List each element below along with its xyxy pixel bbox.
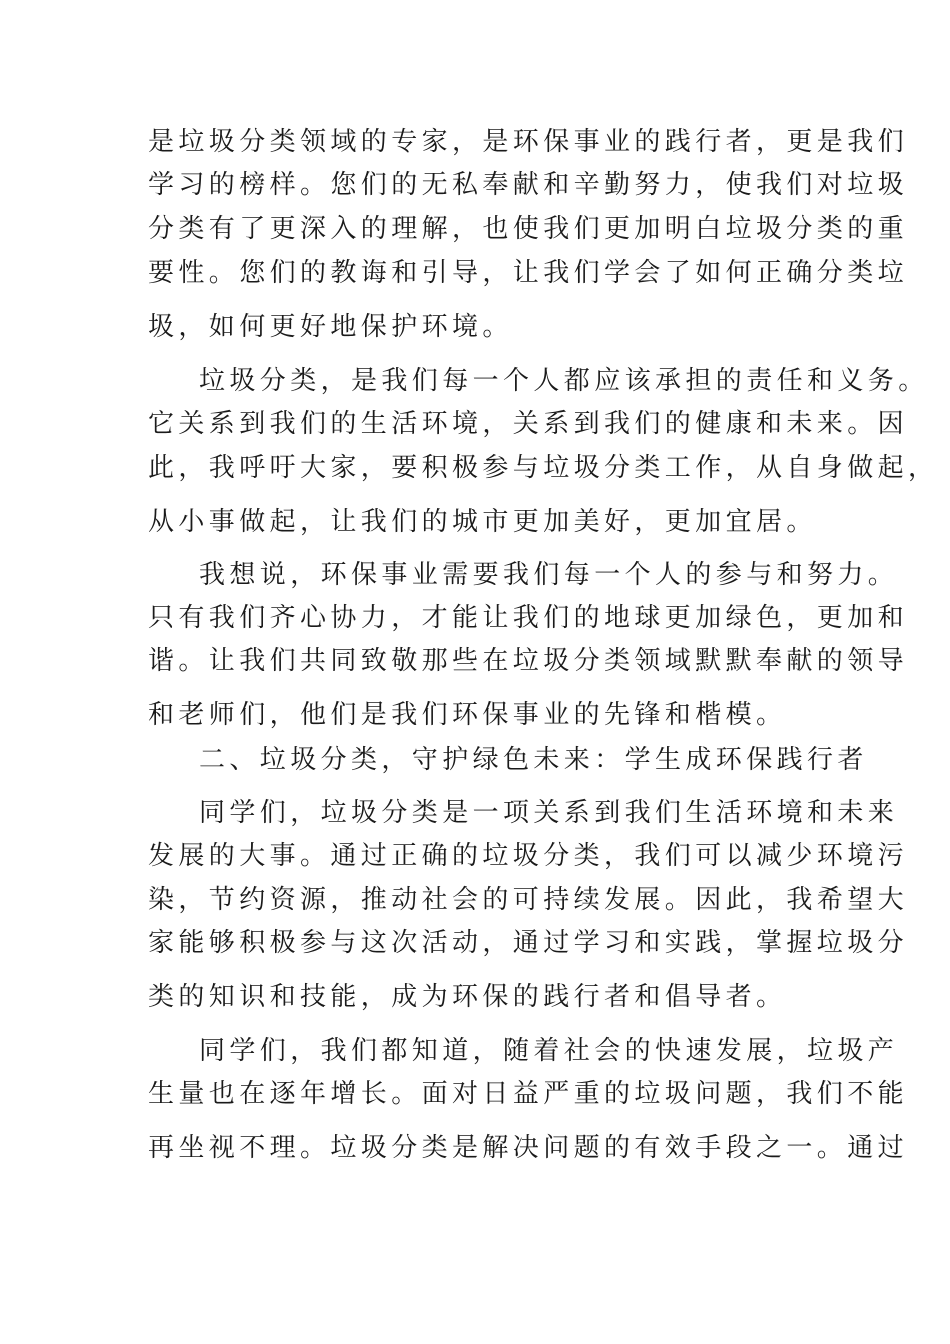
- paragraph-start-line: 同学们，垃圾分类是一项关系到我们生活环境和未来: [199, 798, 899, 828]
- text-line: 染，节约资源，推动社会的可持续发展。因此，我希望大: [148, 885, 909, 915]
- text-line: 是垃圾分类领域的专家，是环保事业的践行者，更是我们: [148, 127, 909, 157]
- paragraph-start-line: 垃圾分类，是我们每一个人都应该承担的责任和义务。: [199, 366, 929, 396]
- text-line: 生量也在逐年增长。面对日益严重的垃圾问题，我们不能: [148, 1079, 909, 1109]
- text-line: 分类有了更深入的理解，也使我们更加明白垃圾分类的重: [148, 214, 909, 244]
- text-line: 圾，如何更好地保护环境。: [148, 312, 513, 342]
- text-line: 它关系到我们的生活环境，关系到我们的健康和未来。因: [148, 409, 909, 439]
- text-line: 和老师们，他们是我们环保事业的先锋和楷模。: [148, 700, 787, 730]
- text-line: 发展的大事。通过正确的垃圾分类，我们可以减少环境污: [148, 841, 909, 871]
- text-line: 要性。您们的教诲和引导，让我们学会了如何正确分类垃: [148, 258, 909, 288]
- text-line: 只有我们齐心协力，才能让我们的地球更加绿色，更加和: [148, 603, 909, 633]
- text-line: 类的知识和技能，成为环保的践行者和倡导者。: [148, 982, 787, 1012]
- text-line: 再坐视不理。垃圾分类是解决问题的有效手段之一。通过: [148, 1133, 909, 1163]
- text-line: 从小事做起，让我们的城市更加美好，更加宜居。: [148, 507, 817, 537]
- paragraph-start-line: 我想说，环保事业需要我们每一个人的参与和努力。: [199, 560, 899, 590]
- text-line: 谐。让我们共同致敬那些在垃圾分类领域默默奉献的领导: [148, 646, 909, 676]
- paragraph-start-line: 同学们，我们都知道，随着社会的快速发展，垃圾产: [199, 1036, 899, 1066]
- section-heading: 二、垃圾分类，守护绿色未来：学生成环保践行者: [199, 745, 868, 775]
- text-line: 此，我呼吁大家，要积极参与垃圾分类工作，从自身做起，: [148, 453, 939, 483]
- text-line: 家能够积极参与这次活动，通过学习和实践，掌握垃圾分: [148, 928, 909, 958]
- text-line: 学习的榜样。您们的无私奉献和辛勤努力，使我们对垃圾: [148, 170, 909, 200]
